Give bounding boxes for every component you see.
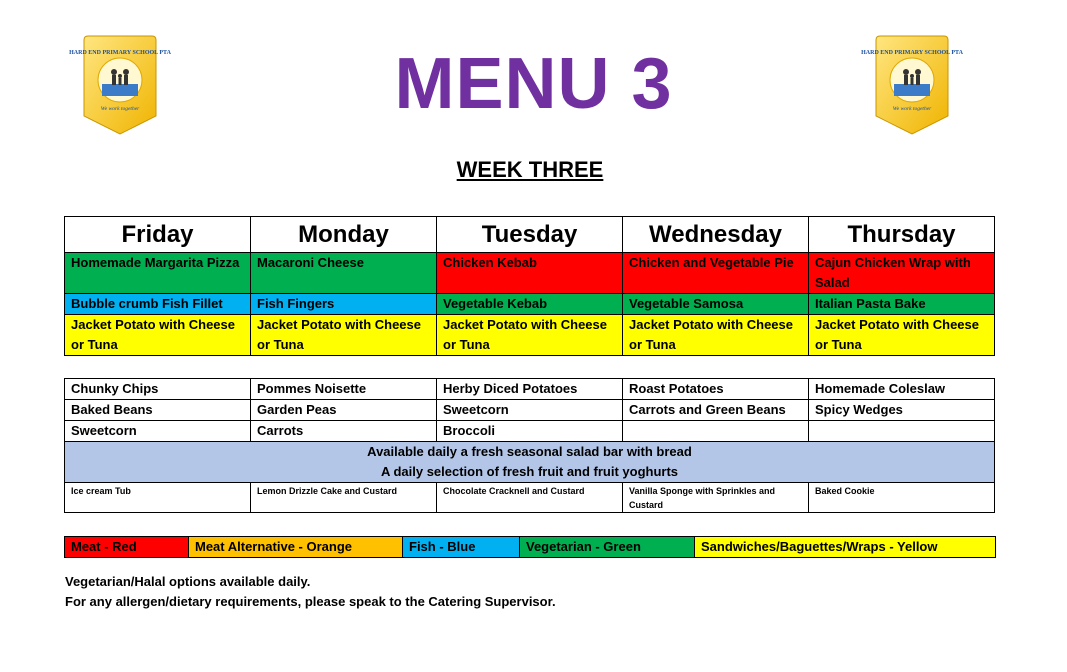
day-header-row: [65, 217, 995, 253]
menu-cell: Jacket Potato with Cheese or Tuna: [809, 315, 995, 356]
menu-cell: Vegetable Kebab: [437, 294, 623, 315]
day-header: Tuesday: [437, 217, 623, 253]
side-cell: Carrots and Green Beans: [623, 400, 809, 421]
dessert-cell: Ice cream Tub: [65, 483, 251, 513]
menu-cell: Jacket Potato with Cheese or Tuna: [437, 315, 623, 356]
key-fish: Fish - Blue: [403, 537, 520, 558]
week-subtitle: WEEK THREE: [456, 157, 604, 182]
side-cell: Baked Beans: [65, 400, 251, 421]
logo-motto: We work together: [892, 106, 932, 112]
day-header: Friday: [65, 217, 251, 253]
menu-cell: Chicken Kebab: [437, 253, 623, 294]
key-row: [65, 537, 996, 558]
menu-cell: Jacket Potato with Cheese or Tuna: [251, 315, 437, 356]
dessert-cell: Baked Cookie: [809, 483, 995, 513]
side-cell: Chunky Chips: [65, 379, 251, 400]
side-cell: [809, 421, 995, 442]
dessert-cell: Lemon Drizzle Cake and Custard: [251, 483, 437, 513]
day-header: Wednesday: [623, 217, 809, 253]
logo-motto: We work together: [100, 106, 140, 112]
sides-table: [64, 378, 995, 513]
key-meat-alternative: Meat Alternative - Orange: [189, 537, 403, 558]
menu-cell: Jacket Potato with Cheese or Tuna: [65, 315, 251, 356]
alternative-dish-row: [65, 294, 995, 315]
menu-cell: Jacket Potato with Cheese or Tuna: [623, 315, 809, 356]
colour-key: [64, 536, 996, 558]
side-cell: Garden Peas: [251, 400, 437, 421]
main-menu-table: [64, 216, 995, 356]
logo-school-name: HARD END PRIMARY SCHOOL PTA: [861, 50, 963, 56]
side-cell: Homemade Coleslaw: [809, 379, 995, 400]
menu-cell: Chicken and Vegetable Pie: [623, 253, 809, 294]
dessert-row: [65, 483, 995, 513]
side-cell: Herby Diced Potatoes: [437, 379, 623, 400]
page-title: MENU 3: [394, 44, 673, 124]
side-cell: Sweetcorn: [65, 421, 251, 442]
logo-school-name: HARD END PRIMARY SCHOOL PTA: [69, 50, 171, 56]
jacket-potato-row: [65, 315, 995, 356]
salad-bar-cell: [65, 442, 995, 483]
side-cell: Carrots: [251, 421, 437, 442]
side-row: [65, 421, 995, 442]
salad-bar-line: Available daily a fresh seasonal salad bar with bread: [367, 444, 692, 459]
menu-cell: Macaroni Cheese: [251, 253, 437, 294]
menu-cell: Vegetable Samosa: [623, 294, 809, 315]
menu-cell: Italian Pasta Bake: [809, 294, 995, 315]
main-dish-row: [65, 253, 995, 294]
side-cell: [623, 421, 809, 442]
salad-bar-row: [65, 442, 995, 483]
side-cell: Pommes Noisette: [251, 379, 437, 400]
menu-cell: Fish Fingers: [251, 294, 437, 315]
side-cell: Roast Potatoes: [623, 379, 809, 400]
fruit-line: A daily selection of fresh fruit and fruit yoghurts: [380, 464, 679, 479]
footer-notes: [65, 572, 556, 612]
menu-cell: Homemade Margarita Pizza: [65, 253, 251, 294]
key-vegetarian: Vegetarian - Green: [520, 537, 695, 558]
side-row: [65, 379, 995, 400]
dessert-cell: Chocolate Cracknell and Custard: [437, 483, 623, 513]
side-cell: Broccoli: [437, 421, 623, 442]
key-meat: Meat - Red: [65, 537, 189, 558]
halal-note: Vegetarian/Halal options available daily.: [65, 574, 311, 589]
menu-cell: Bubble crumb Fish Fillet: [65, 294, 251, 315]
side-cell: Sweetcorn: [437, 400, 623, 421]
day-header: Monday: [251, 217, 437, 253]
day-header: Thursday: [809, 217, 995, 253]
side-cell: Spicy Wedges: [809, 400, 995, 421]
key-sandwiches: Sandwiches/Baguettes/Wraps - Yellow: [695, 537, 996, 558]
menu-cell: Cajun Chicken Wrap with Salad: [809, 253, 995, 294]
dessert-cell: Vanilla Sponge with Sprinkles and Custard: [623, 483, 809, 513]
allergen-note: For any allergen/dietary requirements, please speak to the Catering Supervisor.: [65, 594, 556, 609]
side-row: [65, 400, 995, 421]
